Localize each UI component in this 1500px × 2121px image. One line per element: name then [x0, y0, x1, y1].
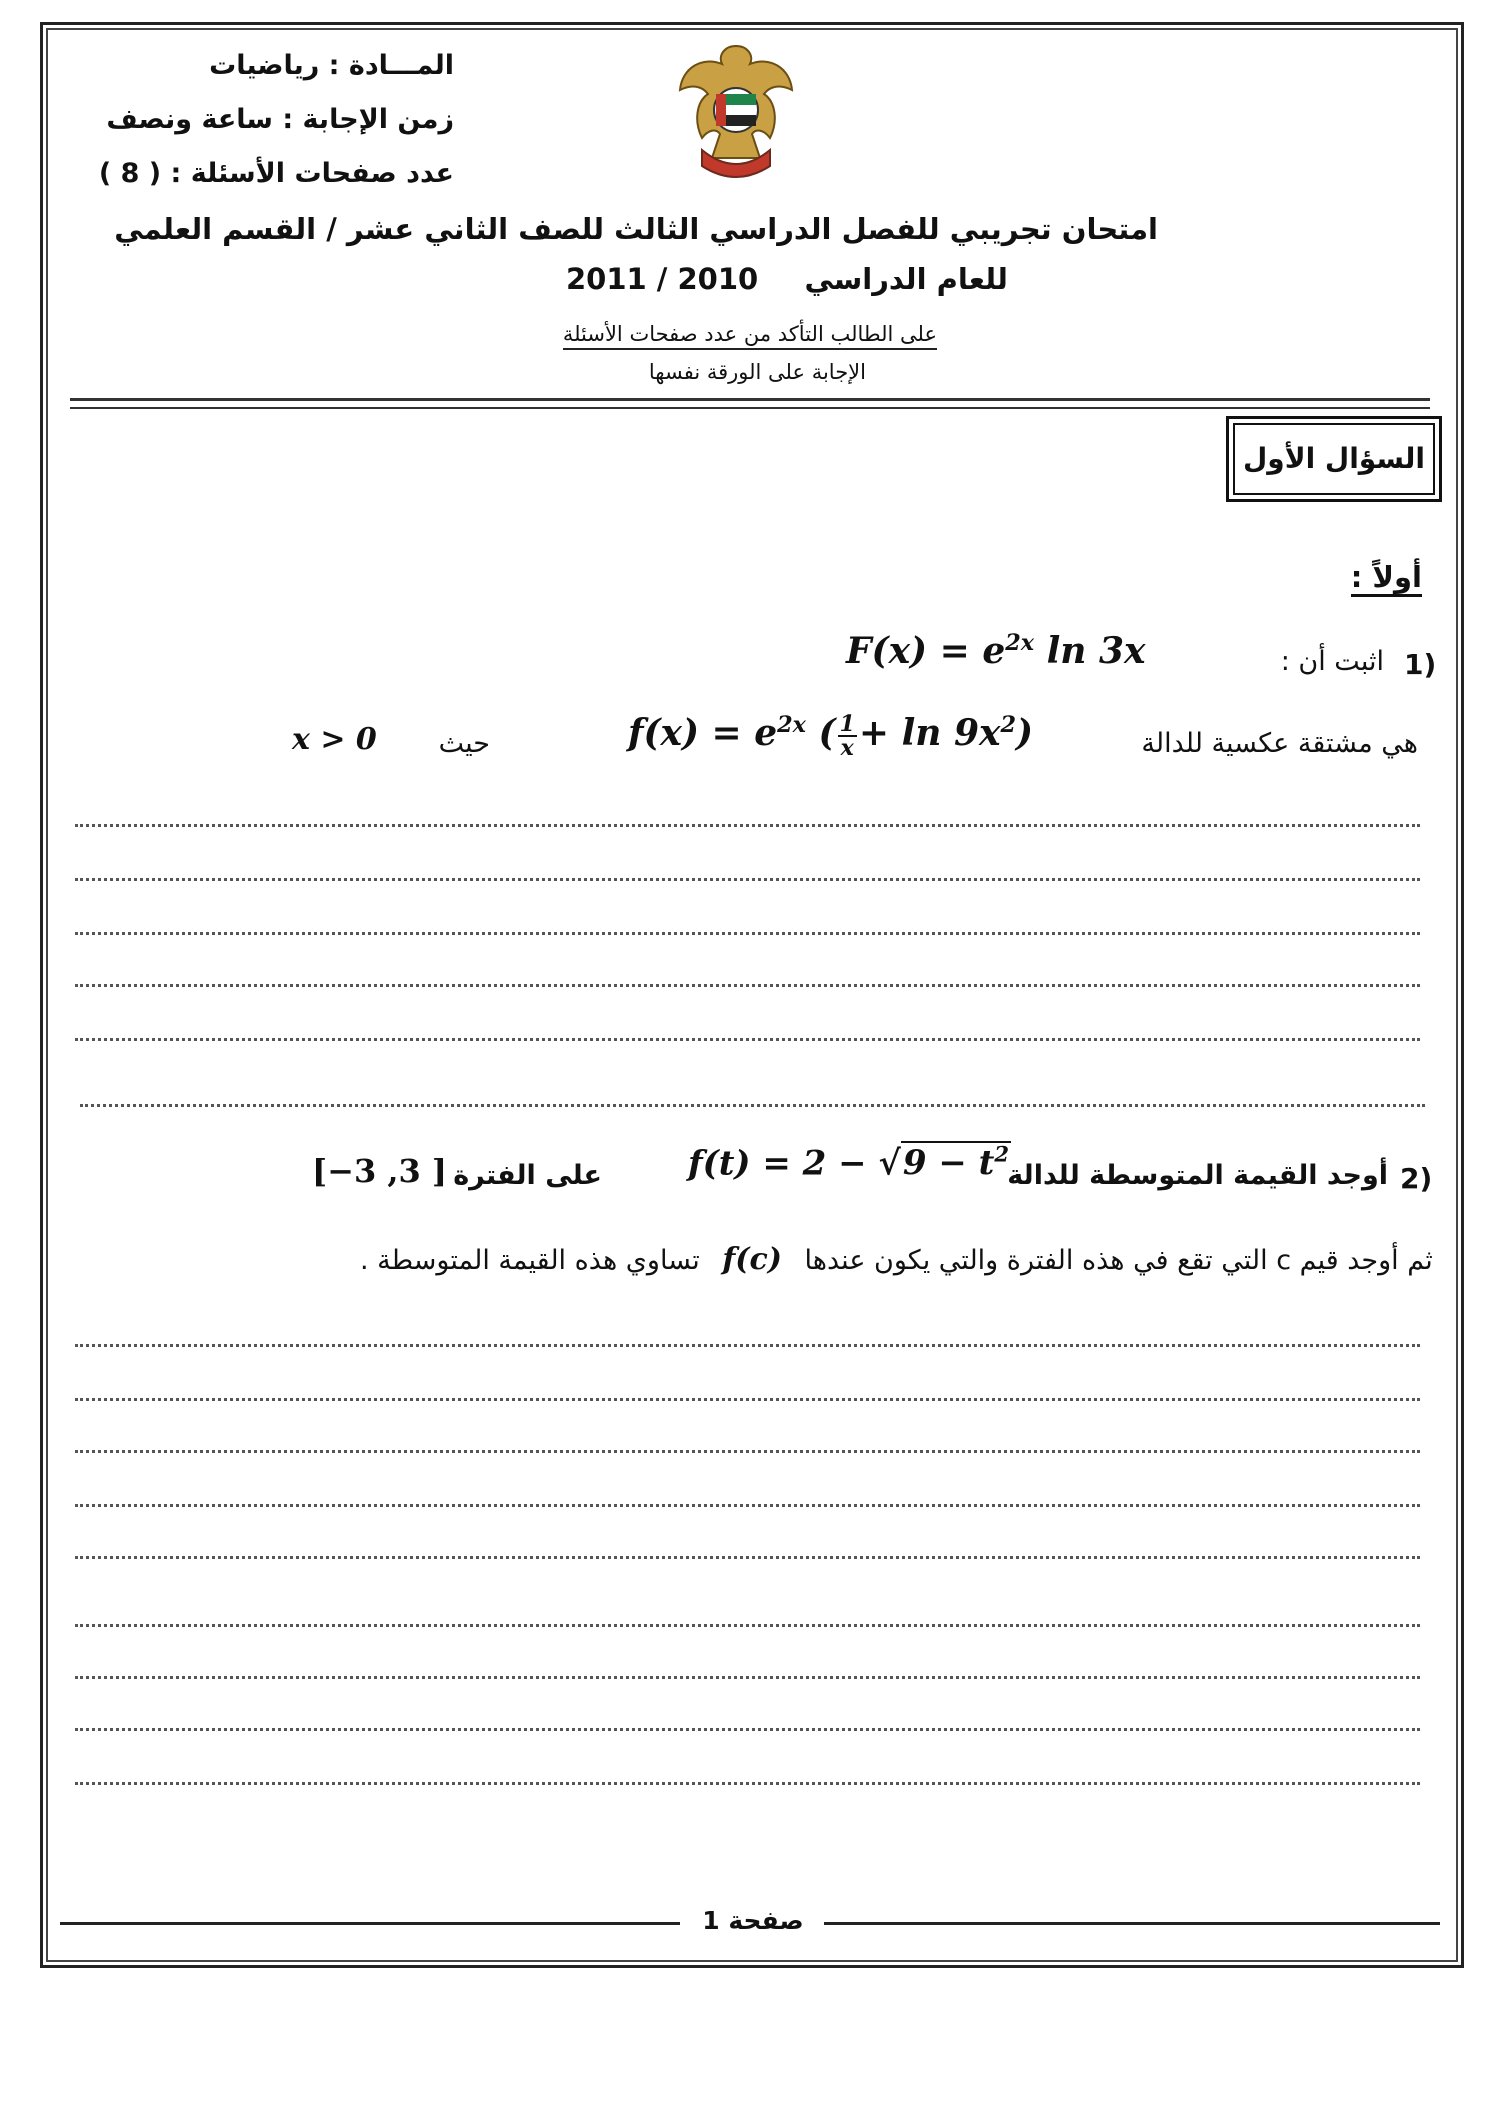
answer-line[interactable] [75, 1450, 1420, 1453]
emblem-logo [672, 38, 800, 186]
q2-formula [688, 1142, 1011, 1183]
exam-title: امتحان تجريبي للفصل الدراسي الثالث للصف الثاني عشر / القسم العلمي [114, 212, 1158, 246]
fraction [838, 713, 857, 759]
answer-line[interactable] [75, 1556, 1420, 1559]
note-check-pages: على الطالب التأكد من عدد صفحات الأسئلة [563, 322, 937, 350]
q1-antiderivative-text: هي مشتقة عكسية للدالة [1141, 728, 1418, 759]
radicand-exponent: 2 [994, 1142, 1010, 1167]
answer-line[interactable] [75, 1676, 1420, 1679]
q2-interval: [−3 ,3 ] [312, 1152, 448, 1190]
page-number: صفحة 1 [702, 1906, 804, 1935]
radicand: 9 − t [902, 1143, 995, 1184]
answer-line[interactable] [75, 1398, 1420, 1401]
q2-line2-part2: تساوي هذه القيمة المتوسطة . [360, 1245, 700, 1276]
formula-f-square: 2 [1000, 712, 1016, 738]
year-label: للعام الدراسي [804, 262, 1008, 296]
fraction-denominator: x [840, 735, 854, 761]
question-title-box [1226, 416, 1442, 502]
answer-line[interactable] [75, 1344, 1420, 1347]
q1-where-text: حيث [438, 728, 490, 759]
formula-f-mid: + ln 9x [858, 712, 1001, 754]
radical-sign: √ [878, 1143, 901, 1184]
subject-label: المـــادة : رياضيات [209, 50, 454, 81]
answer-line[interactable] [75, 1504, 1420, 1507]
answer-line[interactable] [75, 878, 1420, 881]
answer-line[interactable] [75, 824, 1420, 827]
header-divider [70, 398, 1430, 409]
formula-f-close: ) [1016, 712, 1034, 754]
duration-label: زمن الإجابة : ساعة ونصف [106, 104, 454, 135]
part-label: أولاً : [1351, 560, 1422, 597]
answer-line[interactable] [75, 932, 1420, 935]
answer-line[interactable] [75, 1038, 1420, 1041]
answer-line[interactable] [75, 1728, 1420, 1731]
q2-on-interval-text: على الفترة [453, 1160, 602, 1191]
question-title: السؤال الأول [1243, 442, 1425, 475]
formula-F-lhs: F(x) = e [846, 630, 1006, 672]
formula-f-open: ( [805, 712, 836, 754]
q1-formula-F [846, 630, 1146, 672]
formula-f-lhs: f(x) = e [628, 712, 778, 754]
q2-line2 [360, 1242, 1433, 1277]
formula-f-exp: 2x [777, 712, 806, 738]
q1-prove-text: اثبت أن : [1280, 646, 1384, 677]
formula-F-rhs: ln 3x [1034, 630, 1146, 672]
year-value: 2011 / 2010 [566, 262, 759, 296]
q2-find-average-text: أوجد القيمة المتوسطة للدالة [1007, 1160, 1388, 1191]
formula-F-exp: 2x [1005, 630, 1035, 656]
answer-line[interactable] [75, 1624, 1420, 1627]
q1-number: 1) [1404, 648, 1437, 681]
q2-line2-part1: ثم أوجد قيم c التي تقع في هذه الفترة والتي يكون عندها [804, 1245, 1433, 1276]
q1-formula-f [628, 712, 1033, 759]
answer-line[interactable] [80, 1104, 1425, 1107]
pages-count-label: عدد صفحات الأسئلة : ( 8 ) [98, 158, 454, 189]
answer-line[interactable] [75, 1782, 1420, 1785]
footer-rule-left [60, 1922, 680, 1925]
fraction-numerator: 1 [839, 711, 855, 737]
note-answer-on-sheet: الإجابة على الورقة نفسها [648, 360, 866, 384]
q1-condition: x > 0 [292, 722, 377, 757]
answer-line[interactable] [75, 984, 1420, 987]
footer-rule-right [824, 1922, 1440, 1925]
q2-formula-lhs: f(t) = 2 − [688, 1143, 879, 1184]
q2-number: 2) [1400, 1162, 1433, 1195]
q2-fc: f(c) [722, 1242, 782, 1277]
year-line [566, 262, 1008, 296]
